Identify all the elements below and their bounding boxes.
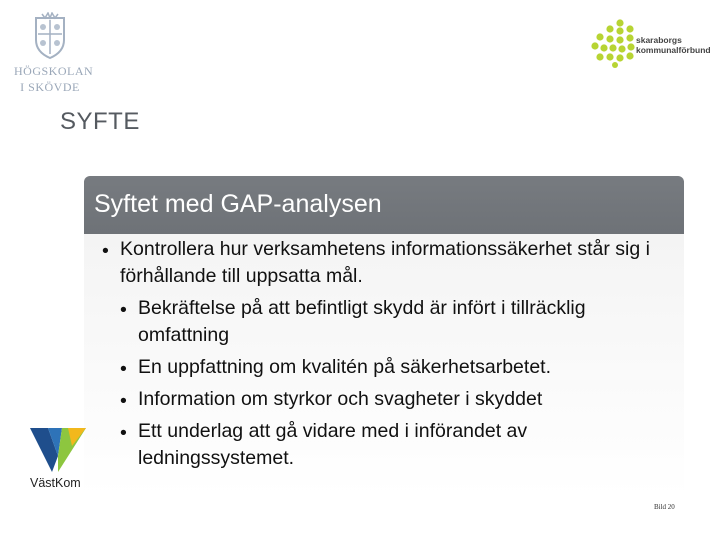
sub-bullet-text: Ett underlag att gå vidare med i införandet av ledningssystemet. xyxy=(138,420,528,469)
sub-bullet-item xyxy=(100,354,670,381)
dot-cluster-icon xyxy=(590,18,636,68)
vastkom-logo xyxy=(28,426,94,494)
hogskolan-name-line2: I SKÖVDE xyxy=(20,80,80,94)
sub-bullet-item xyxy=(100,386,670,413)
bullet-item xyxy=(100,236,670,290)
university-seal-icon xyxy=(32,12,68,60)
hogskolan-logo xyxy=(14,12,94,112)
banner-title: Syftet med GAP-analysen xyxy=(94,190,382,218)
bullet-list xyxy=(100,236,670,472)
bullet-marker: • xyxy=(120,358,127,380)
bullet-text: Kontrollera hur verksamhetens informationssäkerhet står sig i förhållande till uppsatta mål. xyxy=(120,238,650,287)
skaraborgs-name-line1: skaraborgs xyxy=(636,35,682,45)
skaraborgs-logo xyxy=(590,18,710,68)
sub-bullet-text: Bekräftelse på att befintligt skydd är infört i tillräcklig omfattning xyxy=(138,297,586,346)
hogskolan-name-line1: HÖGSKOLAN xyxy=(14,64,94,78)
bullet-marker: • xyxy=(120,390,127,412)
slide-number: Bild 20 xyxy=(654,503,675,511)
vastkom-v-icon xyxy=(28,426,88,474)
title-banner xyxy=(84,176,684,234)
sub-bullet-text: Information om styrkor och svagheter i skyddet xyxy=(138,388,543,410)
sub-bullet-item xyxy=(100,295,670,349)
bullet-marker: • xyxy=(102,240,109,262)
vastkom-name: VästKom xyxy=(30,476,81,490)
section-title: SYFTE xyxy=(60,108,140,135)
sub-bullet-item xyxy=(100,418,670,472)
bullet-marker: • xyxy=(120,422,127,444)
skaraborgs-name-line2: kommunalförbund xyxy=(636,45,711,55)
bullet-marker: • xyxy=(120,299,127,321)
sub-bullet-text: En uppfattning om kvalitén på säkerhetsarbetet. xyxy=(138,356,552,378)
